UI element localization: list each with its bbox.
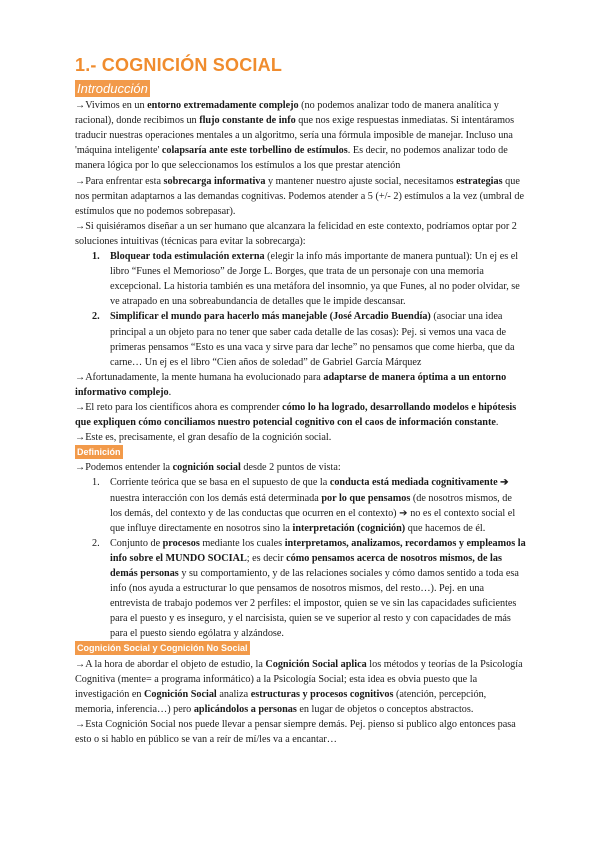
text-run: →Podemos entender la <box>75 462 173 474</box>
numbered-list <box>75 475 526 641</box>
text-run: mediante los cuales <box>199 537 285 549</box>
bold-text: cómo lo ha logrado, desarrollando modelos e hipótesis que expliquen cómo conciliamos nuestro potencial cognitivo con el caos de información constante <box>75 401 517 429</box>
text-run: →Esta Cognición Social nos puede llevar a pensar siempre demás. Pej. pienso si publico algo entonces pasa esto o si hablo en público se van a reír de mí/les va a encantar… <box>75 718 516 746</box>
text-run: →El reto para los científicos ahora es comprender <box>75 401 283 413</box>
text-run: (asociar una idea principal a un objeto para no tener que saber cada detalle de las cosas): Pej. si vemos una vaca de primeras pensamos “Esto es una vaca y sirve para dar leche” no pensamos que come hierba, que da carne… Un ej es el libro “Cien años de soledad” de Gabriel García Márquez <box>110 311 515 368</box>
text-run: desde 2 puntos de vista: <box>240 462 341 474</box>
page-title: 1.- COGNICIÓN SOCIAL <box>75 55 283 75</box>
text-run: que nos permitan adaptarnos a las demandas cognitivas. Podemos atender a 5 (+/- 2) estímulos a la vez (umbral de estímulos que no podemos sobrepasar). <box>75 175 525 217</box>
text-run: →Para enfrentar esta <box>75 175 164 187</box>
bold-text: aplicándolos a personas <box>193 703 297 715</box>
list-number: 1. <box>92 477 100 489</box>
paragraph <box>75 717 526 747</box>
text-run: →A la hora de abordar el objeto de estudio, la <box>75 658 266 670</box>
bold-text: adaptarse de manera óptima a un entorno informativo complejo <box>75 371 507 398</box>
text-run: . <box>168 386 172 398</box>
bold-text: sobrecarga informativa <box>163 175 266 187</box>
section-label-cognicion-social: Cognición Social y Cognición No Social <box>77 643 248 654</box>
list-item <box>75 309 526 369</box>
bold-text: cómo pensamos acerca de nosotros mismos, de las demás personas <box>110 552 502 579</box>
text-run: (de nosotros mismos, de los demás, del contexto y de las conductas que ocurren en el contexto) ➔ no es el contexto social el que influye directamente en nosotros sino la <box>110 492 516 534</box>
list-item <box>75 249 526 309</box>
section-label-introduccion: Introducción <box>77 81 148 96</box>
text-run: (no podemos analizar todo de manera analítica y racional), donde recibimos un <box>75 100 499 127</box>
paragraph <box>75 430 526 445</box>
text-run: (atención, percepción, memoria, inferencia…) pero <box>75 688 487 715</box>
text-run: →Si quisiéramos diseñar a un ser humano que alcanzara la felicidad en este contexto, podríamos optar por 2 soluciones intuitivas (técnicas para evitar la sobrecarga): <box>75 220 517 247</box>
text-run: Conjunto de <box>110 537 163 549</box>
bold-text: entorno extremadamente complejo <box>147 100 299 112</box>
paragraph <box>75 400 526 430</box>
bold-text: flujo constante de info <box>199 115 296 127</box>
bold-text: interpretación (cognición) <box>292 522 406 534</box>
text-run: analiza <box>216 688 251 700</box>
text-run: que nos exige respuestas inmediatas. Si intentáramos traducir nuestras operaciones mentales a un algoritmo, sería una fórmula imposible de manejar. Incluso una 'máquina inteligente' <box>75 115 515 157</box>
text-run: y su comportamiento, y de las relaciones sociales y cómo damos sentido a toda esa info (nos ayuda a estructurar lo que pensamos de nosotros mismos, del resto…). Pej. en una entrevista de trabajo podemos ver 2 perfiles: el impostor, quien se ve sin las capacidades suficientes para el puesto y es inseguro, y el narcisista, quien se ve superior al resto y con capacidades de más para el puesto siendo ególatra y alzándose. <box>110 568 519 640</box>
bold-text: Simplificar el mundo para hacerlo más manejable (José Arcadio Buendía) <box>110 311 431 323</box>
bold-text: estrategias <box>456 175 503 187</box>
bold-text: Bloquear toda estimulación externa <box>110 251 265 263</box>
bold-text: por lo que pensamos <box>321 492 411 504</box>
text-run: . Es decir, no podemos analizar todo de manera lógica por lo que seleccionamos los estímulos a los que prestar atención <box>75 145 508 172</box>
paragraph <box>75 219 526 249</box>
paragraph <box>75 460 526 475</box>
bold-text: procesos <box>162 537 200 549</box>
text-run: que hacemos de él. <box>405 522 486 534</box>
text-run: . <box>495 417 499 429</box>
bold-text: colapsaría ante este torbellino de estímulos <box>161 145 348 157</box>
bold-text: Cognición Social <box>144 688 217 700</box>
section-label-definicion: Definición <box>77 447 121 458</box>
bold-text: estructuras y procesos cognitivos <box>250 688 394 700</box>
text-run: →Afortunadamente, la mente humana ha evolucionado para <box>75 371 324 383</box>
paragraph <box>75 370 526 400</box>
text-run: →Este es, precisamente, el gran desafío de la cognición social. <box>75 432 332 444</box>
text-run: en lugar de objetos o conceptos abstractos. <box>296 703 474 715</box>
text-run: Corriente teórica que se basa en el supuesto de que la <box>110 477 330 489</box>
list-item <box>75 475 526 535</box>
text-run: →Vivimos en un <box>75 100 148 112</box>
bold-text: cognición social <box>172 462 241 474</box>
paragraph <box>75 174 526 219</box>
bold-text: Cognición Social aplica <box>265 658 367 670</box>
text-run: ; es decir <box>246 552 287 564</box>
text-run: los métodos y teorías de la Psicología Cognitiva (mente= a programa informático) a la Psicología Social; esta idea es obvia puesto que la investigación en <box>75 658 523 700</box>
numbered-list <box>75 249 526 370</box>
list-item <box>75 536 526 642</box>
list-number: 2. <box>92 537 100 549</box>
paragraph <box>75 657 526 717</box>
bold-text: conducta está mediada cognitivamente ➔ <box>329 477 509 489</box>
text-run: (elegir la info más importante de manera puntual): Un ej es el libro “Funes el Memorioso” de Jorge L. Borges, que trata de un personaje con una memoria excepcional. La historia también es una metáfora del insomnio, ya que Funes, al no poder olvidar, se ve atrapado en una sobreabundancia de detalles que le impide descansar. <box>110 251 520 308</box>
text-run: y mantener nuestro ajuste social, necesitamos <box>265 175 457 187</box>
paragraph <box>75 98 526 173</box>
bold-text: interpretamos, analizamos, recordamos y empleamos la info sobre el MUNDO SOCIAL <box>110 537 526 564</box>
list-number: 1. <box>92 251 100 263</box>
text-run: nuestra interacción con los demás está determinada <box>110 492 322 504</box>
list-number: 2. <box>92 311 100 323</box>
